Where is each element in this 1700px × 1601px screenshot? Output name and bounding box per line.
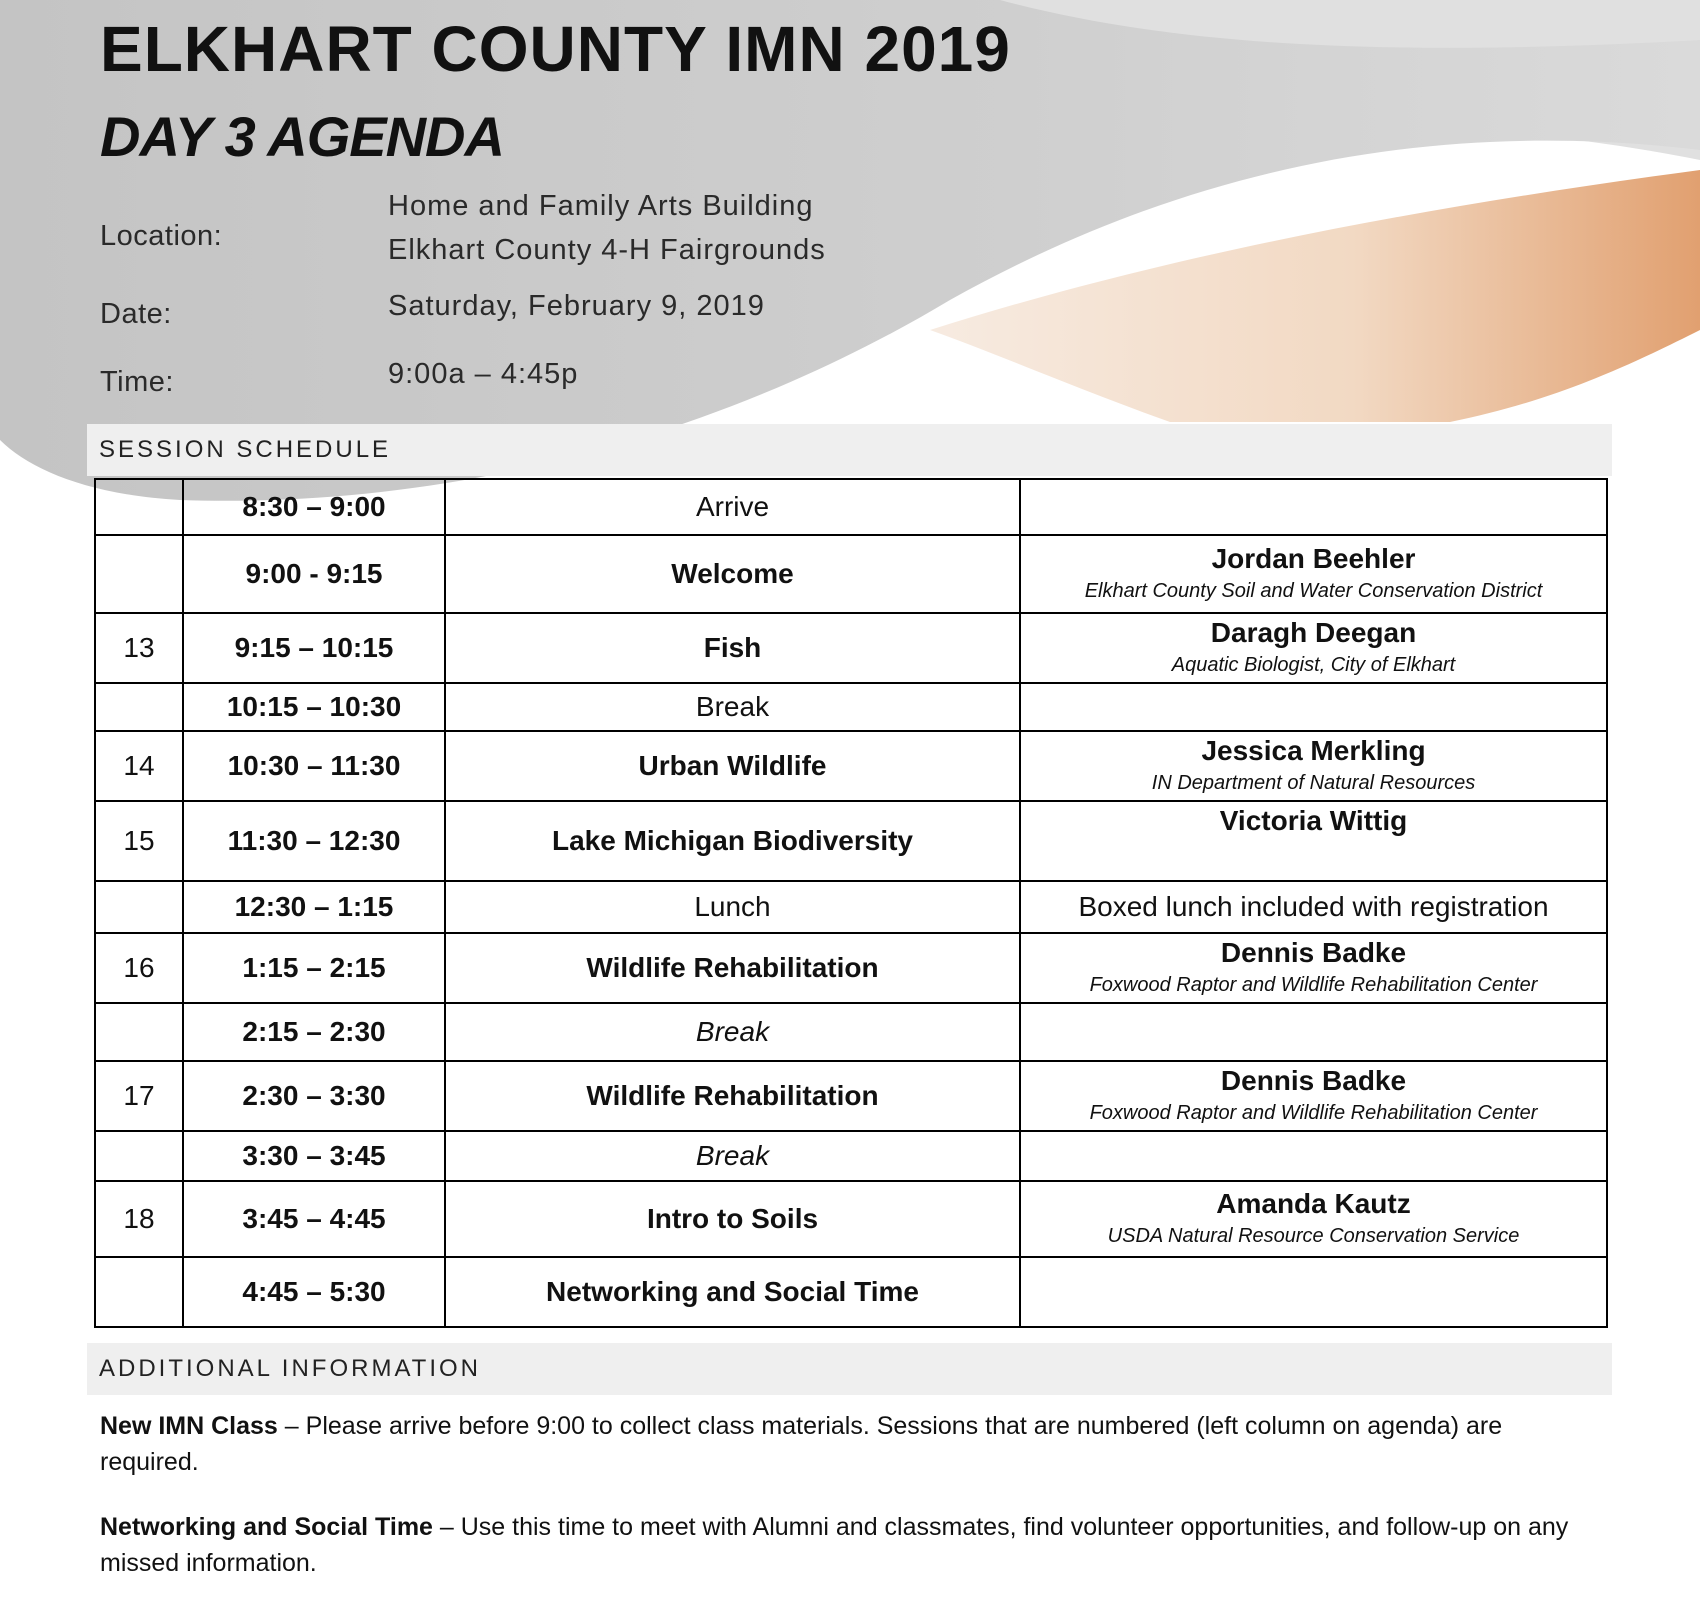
session-number	[95, 683, 183, 731]
location-label: Location:	[100, 220, 223, 252]
speaker-name: Daragh Deegan	[1210, 617, 1417, 648]
session-number: 17	[95, 1061, 183, 1131]
table-row	[95, 933, 1607, 1003]
session-title: Fish	[445, 613, 1020, 683]
page-subtitle: DAY 3 AGENDA	[100, 105, 504, 168]
session-time: 10:30 – 11:30	[183, 731, 445, 801]
session-number: 14	[95, 731, 183, 801]
session-title: Lake Michigan Biodiversity	[445, 801, 1020, 881]
speaker-name: Dennis Badke	[1220, 937, 1407, 968]
speaker-name: Amanda Kautz	[1216, 1188, 1411, 1219]
table-row	[95, 731, 1607, 801]
speaker-name: Jessica Merkling	[1201, 735, 1426, 766]
table-row	[95, 683, 1607, 731]
session-number	[95, 1257, 183, 1327]
session-number: 13	[95, 613, 183, 683]
location-line-1: Home and Family Arts Building	[388, 190, 814, 222]
session-speaker-cell	[1020, 1257, 1607, 1327]
table-row	[95, 1003, 1607, 1061]
date-value: Saturday, February 9, 2019	[388, 290, 765, 322]
session-time: 2:15 – 2:30	[183, 1003, 445, 1061]
session-number	[95, 535, 183, 613]
table-row	[95, 479, 1607, 535]
session-number	[95, 881, 183, 933]
session-speaker-cell	[1020, 801, 1607, 881]
time-value: 9:00a – 4:45p	[388, 358, 579, 390]
additional-information-header: ADDITIONAL INFORMATION	[87, 1343, 1612, 1395]
session-speaker-cell	[1020, 881, 1607, 933]
session-title: Lunch	[445, 881, 1020, 933]
session-speaker-cell	[1020, 933, 1607, 1003]
session-time: 12:30 – 1:15	[183, 881, 445, 933]
session-title: Break	[445, 683, 1020, 731]
date-label: Date:	[100, 298, 172, 330]
speaker-affiliation: USDA Natural Resource Conservation Service	[1107, 1225, 1520, 1247]
speaker-affiliation: Elkhart County Soil and Water Conservation District	[1084, 580, 1543, 602]
speaker-name: Dennis Badke	[1220, 1065, 1407, 1096]
time-label: Time:	[100, 366, 174, 398]
session-time: 9:00 - 9:15	[183, 535, 445, 613]
session-time: 11:30 – 12:30	[183, 801, 445, 881]
session-speaker-cell	[1020, 479, 1607, 535]
schedule-body	[95, 479, 1607, 1327]
session-time: 3:30 – 3:45	[183, 1131, 445, 1181]
session-schedule-header: SESSION SCHEDULE	[87, 424, 1612, 476]
info-networking	[100, 1509, 1600, 1581]
session-title: Arrive	[445, 479, 1020, 535]
speaker-affiliation: IN Department of Natural Resources	[1151, 772, 1476, 794]
speaker-name: Victoria Wittig	[1219, 805, 1408, 836]
session-number: 18	[95, 1181, 183, 1257]
session-time: 4:45 – 5:30	[183, 1257, 445, 1327]
session-number	[95, 1003, 183, 1061]
speaker-affiliation: Aquatic Biologist, City of Elkhart	[1171, 654, 1456, 676]
session-title: Urban Wildlife	[445, 731, 1020, 801]
session-number: 15	[95, 801, 183, 881]
session-speaker-cell	[1020, 683, 1607, 731]
speaker-name: Jordan Beehler	[1211, 543, 1416, 574]
table-row	[95, 1131, 1607, 1181]
session-number	[95, 1131, 183, 1181]
session-time: 10:15 – 10:30	[183, 683, 445, 731]
info-term: New IMN Class	[100, 1412, 278, 1440]
table-row	[95, 535, 1607, 613]
speaker-affiliation: Foxwood Raptor and Wildlife Rehabilitation Center	[1089, 1102, 1538, 1124]
session-speaker-cell	[1020, 1003, 1607, 1061]
session-time: 2:30 – 3:30	[183, 1061, 445, 1131]
info-text: – Use this time to meet with Alumni and classmates, find volunteer opportunities, and follow-up on any missed information.	[100, 1513, 1569, 1577]
session-number	[95, 479, 183, 535]
session-speaker-cell	[1020, 1181, 1607, 1257]
table-row	[95, 1181, 1607, 1257]
session-speaker-cell	[1020, 1061, 1607, 1131]
page-title: ELKHART COUNTY IMN 2019	[100, 13, 1011, 85]
location-line-2: Elkhart County 4-H Fairgrounds	[388, 234, 826, 266]
session-title: Networking and Social Time	[445, 1257, 1020, 1327]
session-time: 9:15 – 10:15	[183, 613, 445, 683]
session-time: 1:15 – 2:15	[183, 933, 445, 1003]
info-term: Networking and Social Time	[100, 1513, 433, 1541]
table-row	[95, 801, 1607, 881]
table-row	[95, 613, 1607, 683]
session-time: 3:45 – 4:45	[183, 1181, 445, 1257]
table-row	[95, 1061, 1607, 1131]
session-speaker-cell	[1020, 1131, 1607, 1181]
speaker-affiliation: Foxwood Raptor and Wildlife Rehabilitation Center	[1089, 974, 1538, 996]
session-number: 16	[95, 933, 183, 1003]
session-title: Break	[445, 1003, 1020, 1061]
session-title: Wildlife Rehabilitation	[445, 1061, 1020, 1131]
table-row	[95, 881, 1607, 933]
session-title: Welcome	[445, 535, 1020, 613]
session-schedule-table	[94, 478, 1608, 1328]
table-row	[95, 1257, 1607, 1327]
info-text: – Please arrive before 9:00 to collect class materials. Sessions that are numbered (left column on agenda) are required.	[100, 1412, 1503, 1476]
session-time: 8:30 – 9:00	[183, 479, 445, 535]
info-new-imn-class	[100, 1408, 1600, 1480]
session-speaker-cell	[1020, 613, 1607, 683]
location-value	[388, 184, 826, 272]
session-speaker-cell	[1020, 731, 1607, 801]
session-title: Wildlife Rehabilitation	[445, 933, 1020, 1003]
session-note: Boxed lunch included with registration	[1078, 891, 1549, 922]
session-speaker-cell	[1020, 535, 1607, 613]
session-title: Break	[445, 1131, 1020, 1181]
session-title: Intro to Soils	[445, 1181, 1020, 1257]
